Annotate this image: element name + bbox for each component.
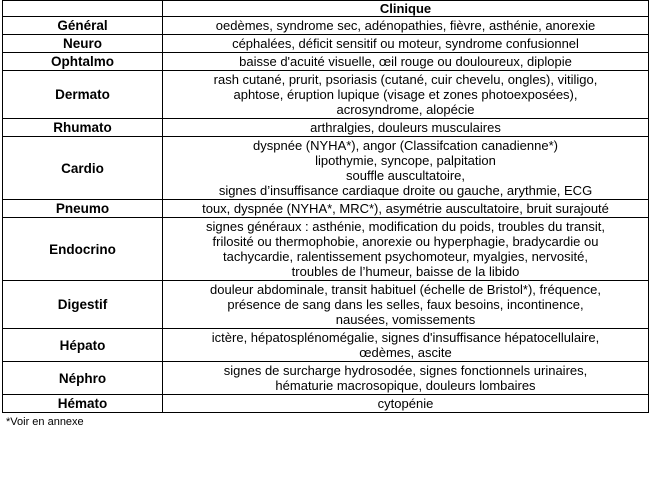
table-row <box>3 53 649 71</box>
row-category: Ophtalmo <box>3 53 163 71</box>
table-row <box>3 281 649 329</box>
table-row <box>3 362 649 395</box>
row-category: Hépato <box>3 329 163 362</box>
document-page <box>2 0 648 429</box>
row-description: douleur abdominale, transit habituel (échelle de Bristol*), fréquence, présence de sang dans les selles, faux besoins, incontinence, nausées, vomissements <box>163 281 649 329</box>
row-description: cytopénie <box>163 395 649 413</box>
row-description: oedèmes, syndrome sec, adénopathies, fièvre, asthénie, anorexie <box>163 17 649 35</box>
row-category: Neuro <box>3 35 163 53</box>
table-row <box>3 218 649 281</box>
table-row <box>3 119 649 137</box>
row-category: Néphro <box>3 362 163 395</box>
table-header-row <box>3 1 649 17</box>
row-description: ictère, hépatosplénomégalie, signes d'insuffisance hépatocellulaire, œdèmes, ascite <box>163 329 649 362</box>
row-description: signes de surcharge hydrosodée, signes fonctionnels urinaires, hématurie macrosopique, douleurs lombaires <box>163 362 649 395</box>
row-description: arthralgies, douleurs musculaires <box>163 119 649 137</box>
row-category: Cardio <box>3 137 163 200</box>
clinical-table <box>2 0 649 413</box>
row-category: Dermato <box>3 71 163 119</box>
row-description: signes généraux : asthénie, modification du poids, troubles du transit, frilosité ou thermophobie, anorexie ou hyperphagie, bradycardie ou tachycardie, ralentissement psychomoteur, myalgies, nervosité, troubles de l’humeur, baisse de la libido <box>163 218 649 281</box>
footnote: *Voir en annexe <box>6 416 84 428</box>
row-category: Digestif <box>3 281 163 329</box>
row-description: dyspnée (NYHA*), angor (Classifcation canadienne*) lipothymie, syncope, palpitation souffle auscultatoire, signes d’insuffisance cardiaque droite ou gauche, arythmie, ECG <box>163 137 649 200</box>
row-category: Pneumo <box>3 200 163 218</box>
table-row <box>3 200 649 218</box>
row-category: Hémato <box>3 395 163 413</box>
row-description: baisse d'acuité visuelle, œil rouge ou douloureux, diplopie <box>163 53 649 71</box>
table-row <box>3 71 649 119</box>
table-row <box>3 137 649 200</box>
table-row <box>3 35 649 53</box>
table-row <box>3 329 649 362</box>
header-clinique-cell: Clinique <box>163 1 649 17</box>
row-description: rash cutané, prurit, psoriasis (cutané, cuir chevelu, ongles), vitiligo, aphtose, éruption lupique (visage et zones photoexposées), acrosyndrome, alopécie <box>163 71 649 119</box>
header-category-cell <box>3 1 163 17</box>
table-row <box>3 17 649 35</box>
row-description: céphalées, déficit sensitif ou moteur, syndrome confusionnel <box>163 35 649 53</box>
row-description: toux, dyspnée (NYHA*, MRC*), asymétrie auscultatoire, bruit surajouté <box>163 200 649 218</box>
row-category: Rhumato <box>3 119 163 137</box>
row-category: Général <box>3 17 163 35</box>
row-category: Endocrino <box>3 218 163 281</box>
table-row <box>3 395 649 413</box>
